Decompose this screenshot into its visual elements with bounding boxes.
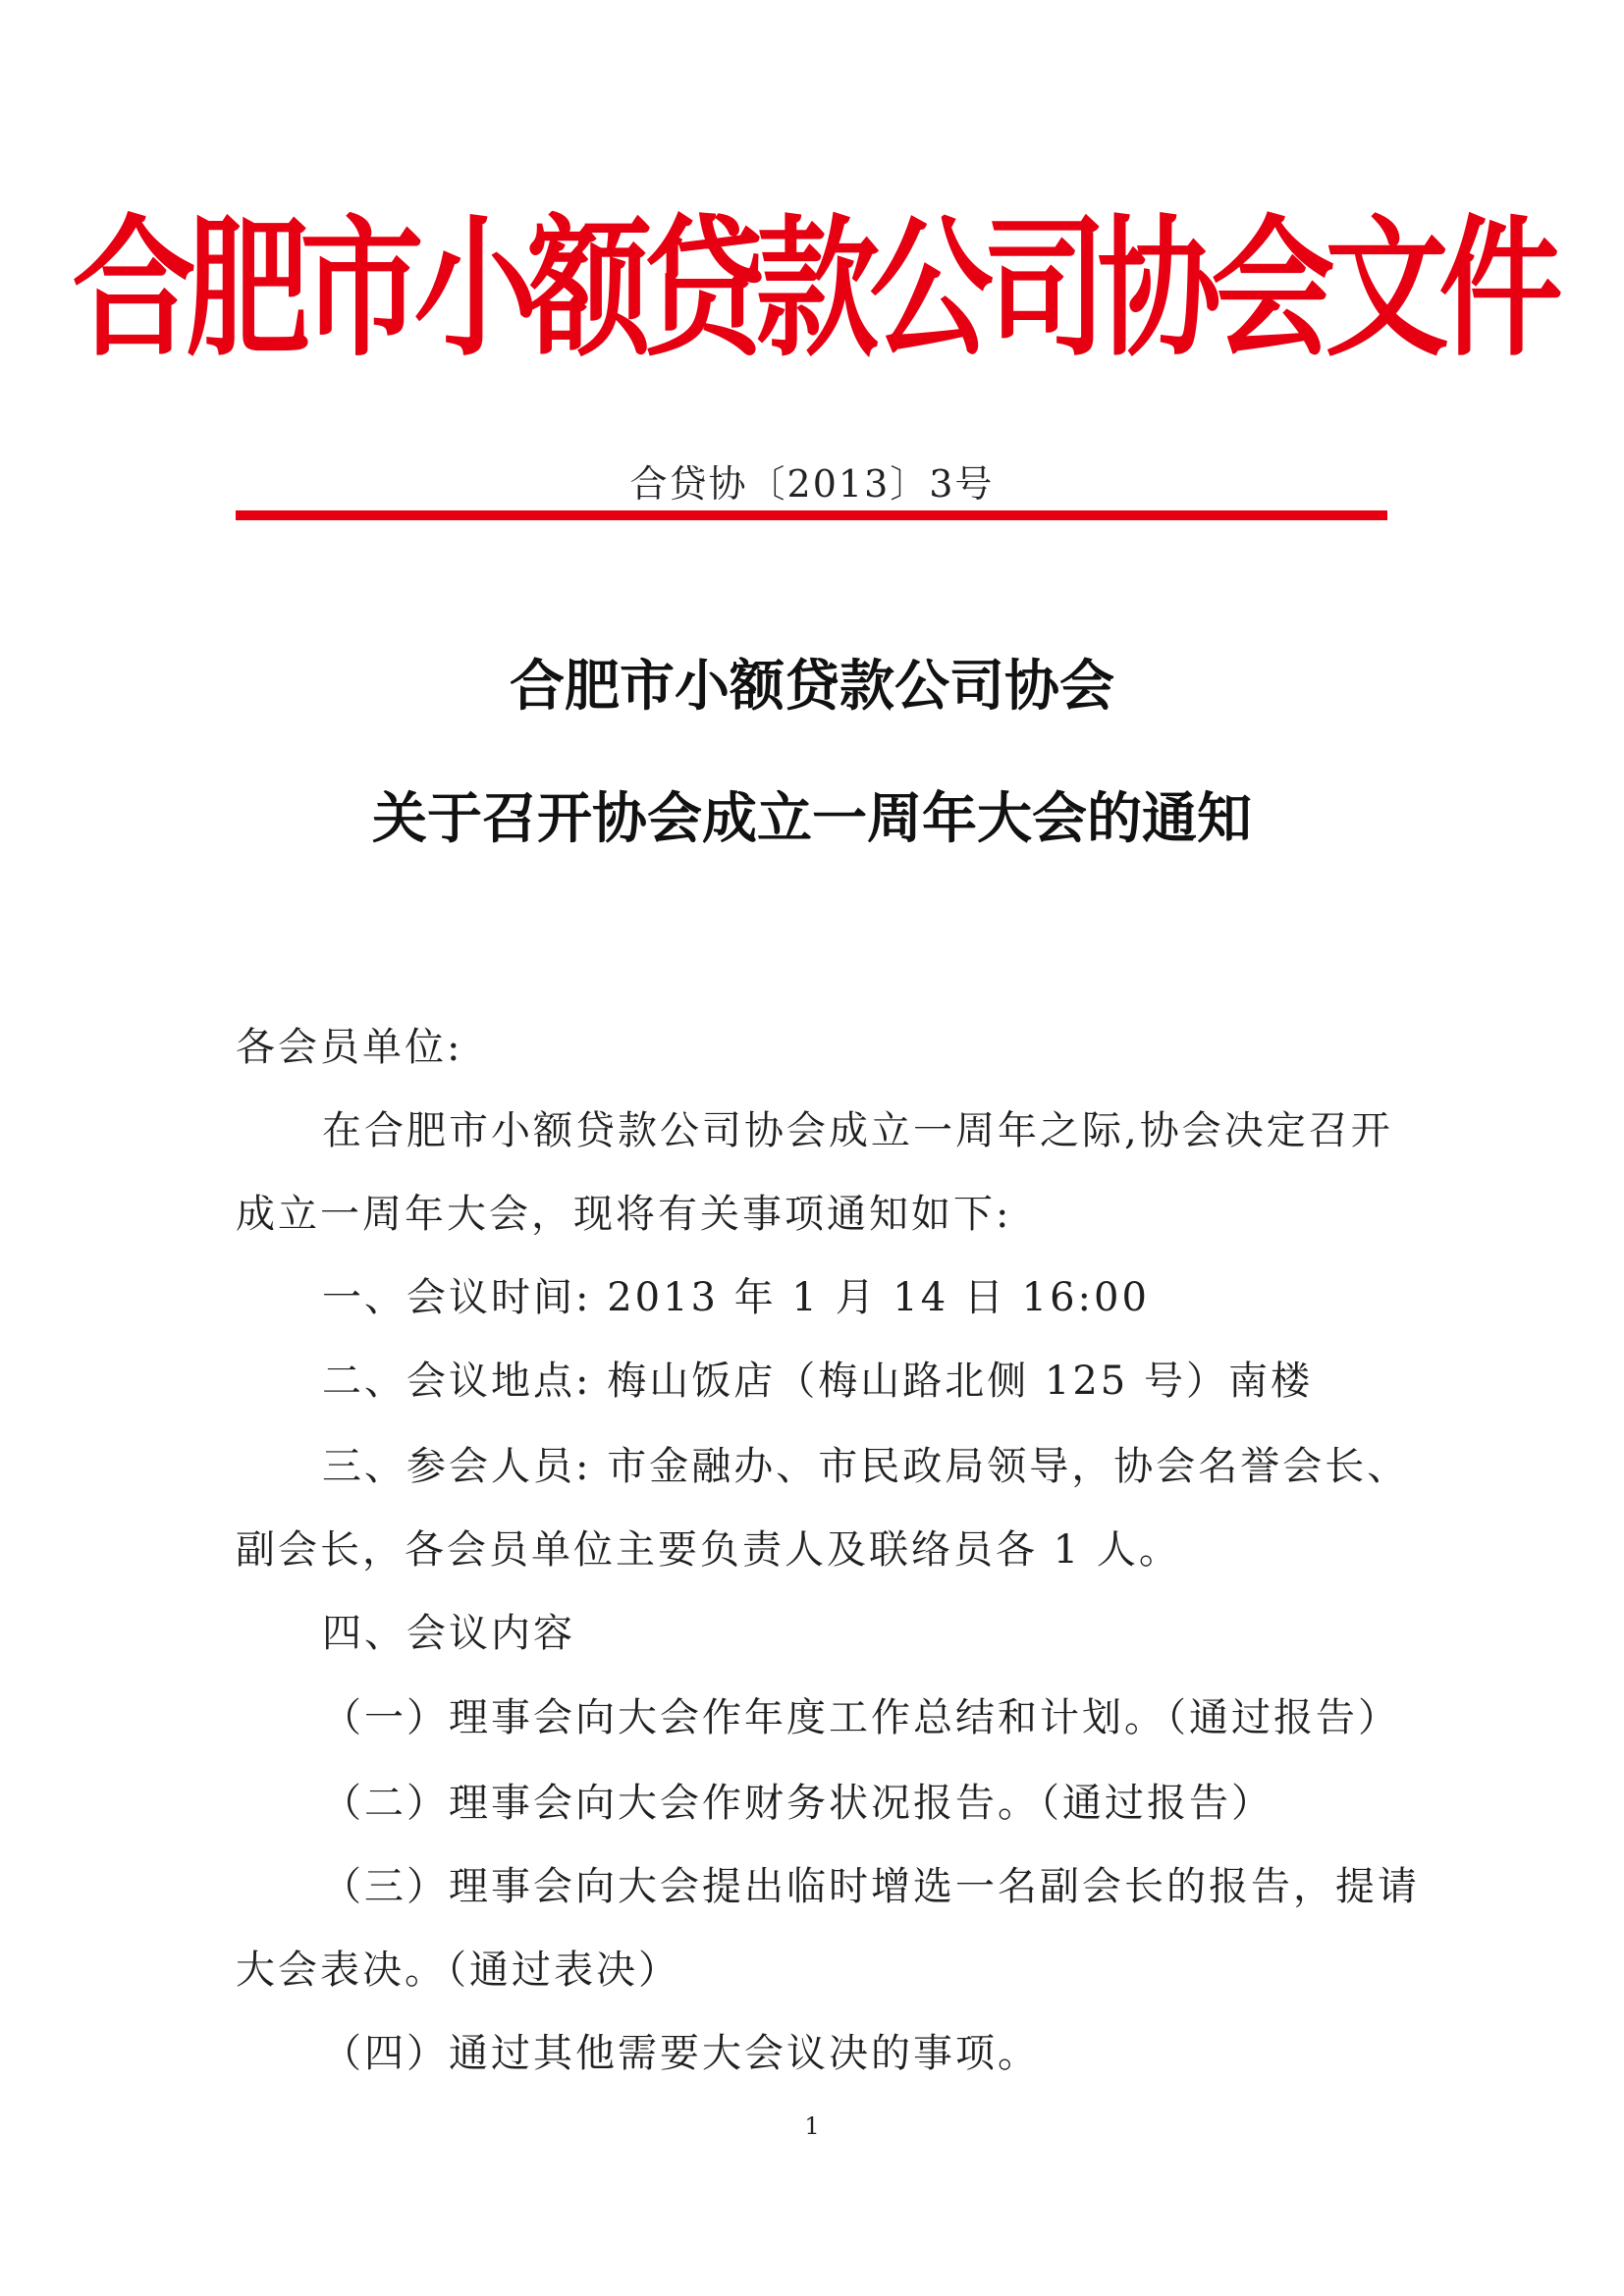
content-item-2: （二）理事会向大会作财务状况报告。（通过报告） [322,1781,1273,1826]
document-number: 合贷协〔2013〕3号 [629,462,995,506]
item-meeting-location: 二、会议地点: 梅山饭店（梅山路北侧 125 号）南楼 [322,1359,1313,1404]
red-divider-rule [236,510,1387,520]
notice-title-line-2: 关于召开协会成立一周年大会的通知 [372,787,1252,851]
item-attendees-line-2: 副会长，各会员单位主要负责人及联络员各 1 人。 [236,1527,1181,1573]
item-attendees-line-1: 三、参会人员: 市金融办、市民政局领导，协会名誉会长、 [322,1444,1410,1489]
item-meeting-content: 四、会议内容 [322,1611,575,1656]
intro-paragraph-line-2: 成立一周年大会，现将有关事项通知如下: [236,1192,1012,1237]
salutation: 各会员单位: [236,1025,463,1070]
content-item-4: （四）通过其他需要大会议决的事项。 [322,2031,1040,2076]
page-number: 1 [804,2112,820,2140]
masthead-title: 合肥市小额贷款公司协会文件 [72,200,1553,378]
intro-paragraph-line-1: 在合肥市小额贷款公司协会成立一周年之际,协会决定召开 [322,1108,1393,1153]
content-item-1: （一）理事会向大会作年度工作总结和计划。（通过报告） [322,1695,1400,1740]
notice-title-line-1: 合肥市小额贷款公司协会 [510,655,1114,719]
item-meeting-time: 一、会议时间: 2013 年 1 月 14 日 16:00 [322,1275,1150,1320]
content-item-3-line-2: 大会表决。（通过表决） [236,1948,680,1993]
content-item-3-line-1: （三）理事会向大会提出临时增选一名副会长的报告，提请 [322,1864,1420,1909]
